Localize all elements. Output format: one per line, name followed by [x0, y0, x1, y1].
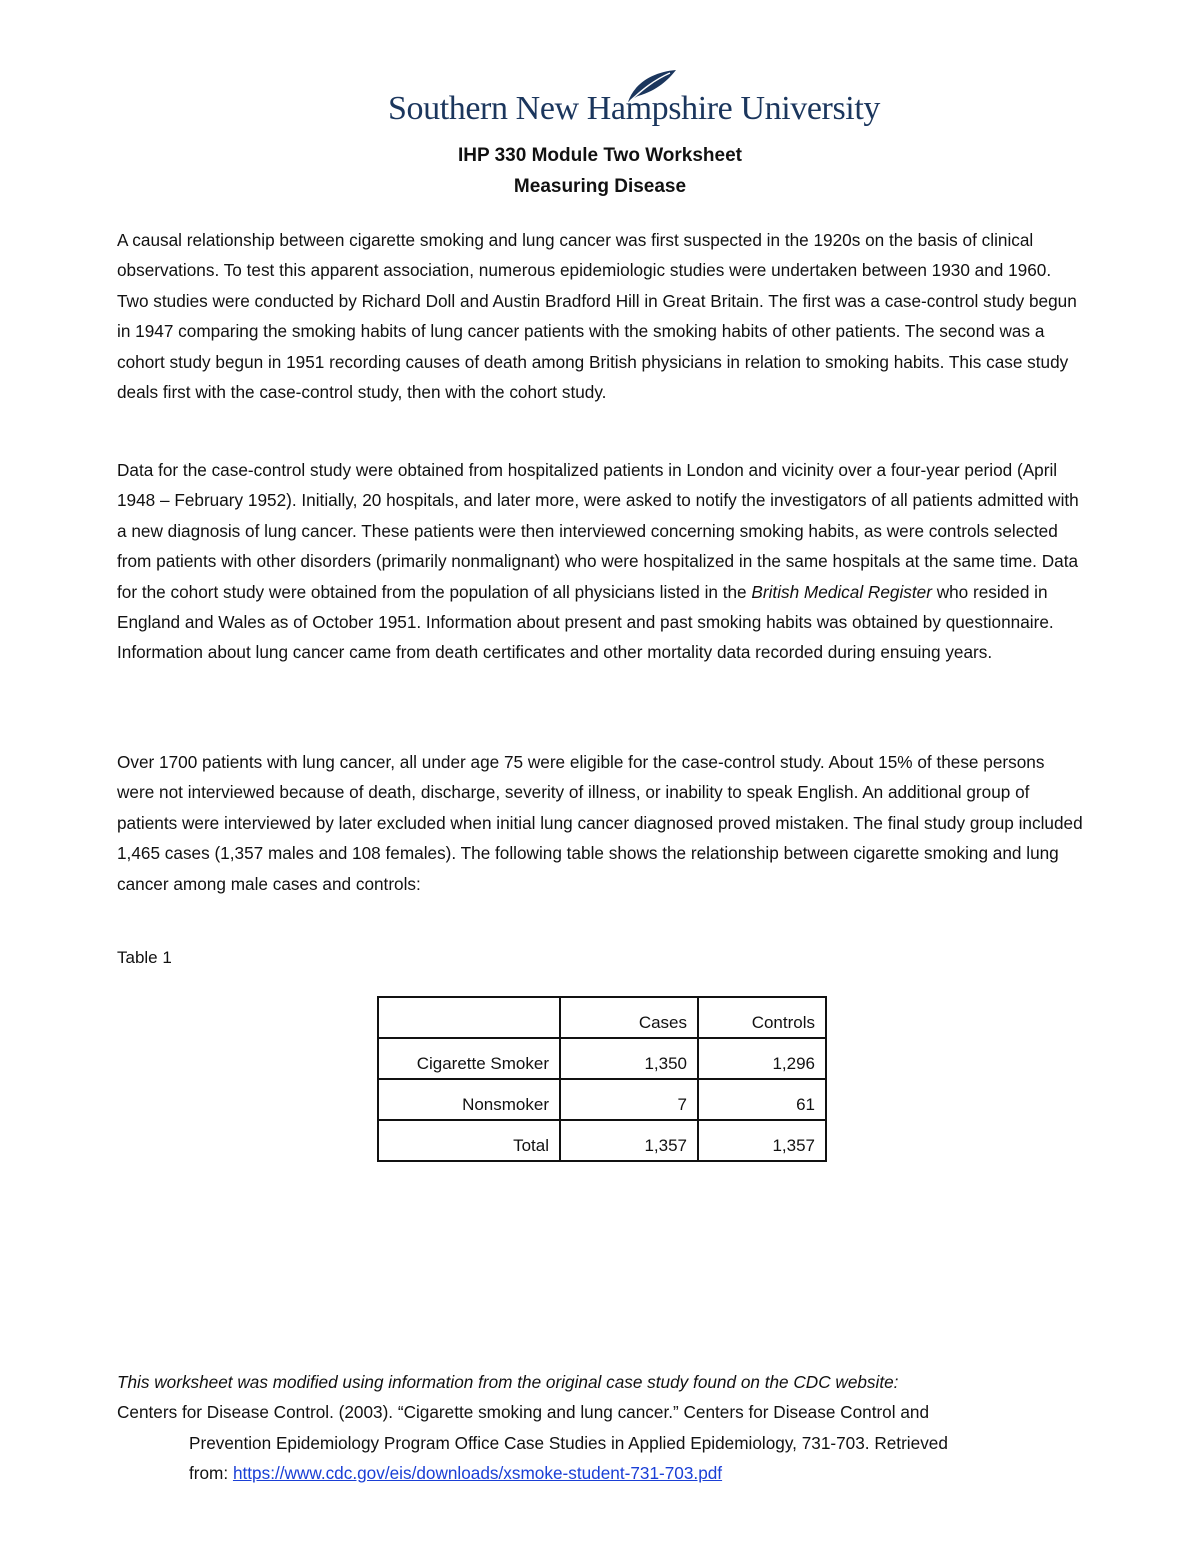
university-logo: [388, 68, 880, 138]
study-group-paragraph: Over 1700 patients with lung cancer, all under age 75 were eligible for the case-control study. About 15% of these persons were not interviewed because of death, discharge, severity of illness, or inability to speak English. An additional group of patients were interviewed by later excluded when initial lung cancer diagnosed proved mistaken. The final study group included 1,465 cases (1,357 males and 108 females). The following table shows the relationship between cigarette smoking and lung cancer among male cases and controls:: [117, 752, 1083, 894]
table-cell: 1,296: [698, 1038, 826, 1079]
table-cell: Nonsmoker: [378, 1079, 560, 1120]
table-header-row: [378, 997, 826, 1038]
paragraph-text: who resided in England and Wales as of October 1951. Information about present and past smoking habits was obtained by questionnaire. Information about lung cancer came from death certificates and other mortality data recorded during ensuing years.: [117, 581, 1054, 663]
intro-paragraph: A causal relationship between cigarette smoking and lung cancer was first suspected in the 1920s on the basis of clinical observations. To test this apparent association, numerous epidemiologic studies were undertaken between 1930 and 1960. Two studies were conducted by Richard Doll and Austin Bradford Hill in Great Britain. The first was a case-control study begun in 1947 comparing the smoking habits of lung cancer patients with the smoking habits of other patients. The second was a cohort study begun in 1951 recording causes of death among British physicians in relation to smoking habits. This case study deals first with the case-control study, then with the cohort study.: [117, 230, 1077, 403]
citation-line: Prevention Epidemiology Program Office Case Studies in Applied Epidemiology, 731-703. Retrieved: [189, 1432, 948, 1453]
table-header-cell: Cases: [560, 997, 698, 1038]
source-footer: [117, 1367, 1085, 1489]
cdc-source-link[interactable]: https://www.cdc.gov/eis/downloads/xsmoke-student-731-703.pdf: [232, 1463, 723, 1484]
table-header-cell: Controls: [698, 997, 826, 1038]
paragraph-text: Data for the case-control study were obtained from hospitalized patients in London and vicinity over a four-year period (April 1948 – February 1952). Initially, 20 hospitals, and later more, were asked to notify the investigators of all patients admitted with a new diagnosis of lung cancer. These patients were then interviewed concerning smoking habits, as were controls selected from patients with other disorders (primarily nonmalignant) who were hospitalized in the same hospitals at the same time. Data for the cohort study were obtained from the population of all physicians listed in the: [117, 460, 1079, 602]
table-cell: 1,357: [698, 1120, 826, 1161]
table-cell: Total: [378, 1120, 560, 1161]
source-note: This worksheet was modified using information from the original case study found on the CDC website:: [117, 1372, 899, 1392]
table-row: [378, 1120, 826, 1161]
table-cell: 1,350: [560, 1038, 698, 1079]
table-label: Table 1: [117, 948, 172, 967]
worksheet-subtitle: Measuring Disease: [513, 176, 687, 197]
table-row: [378, 1038, 826, 1079]
data-sources-paragraph: [117, 455, 1085, 668]
table-cell: Cigarette Smoker: [378, 1038, 560, 1079]
table-header-cell: [378, 997, 560, 1038]
table-cell: 1,357: [560, 1120, 698, 1161]
citation-from-label: from:: [189, 1463, 233, 1484]
logo-wordmark: Southern New Hampshire University: [388, 90, 880, 127]
smoking-cases-controls-table: [377, 996, 827, 1162]
table-cell: 61: [698, 1079, 826, 1120]
table-row: [378, 1079, 826, 1120]
table-cell: 7: [560, 1079, 698, 1120]
register-title: British Medical Register: [751, 581, 932, 602]
citation-line: Centers for Disease Control. (2003). “Cigarette smoking and lung cancer.” Centers for Disease Control and: [117, 1402, 930, 1423]
worksheet-title: IHP 330 Module Two Worksheet: [457, 145, 742, 166]
citation-link-line: [117, 1458, 1085, 1488]
